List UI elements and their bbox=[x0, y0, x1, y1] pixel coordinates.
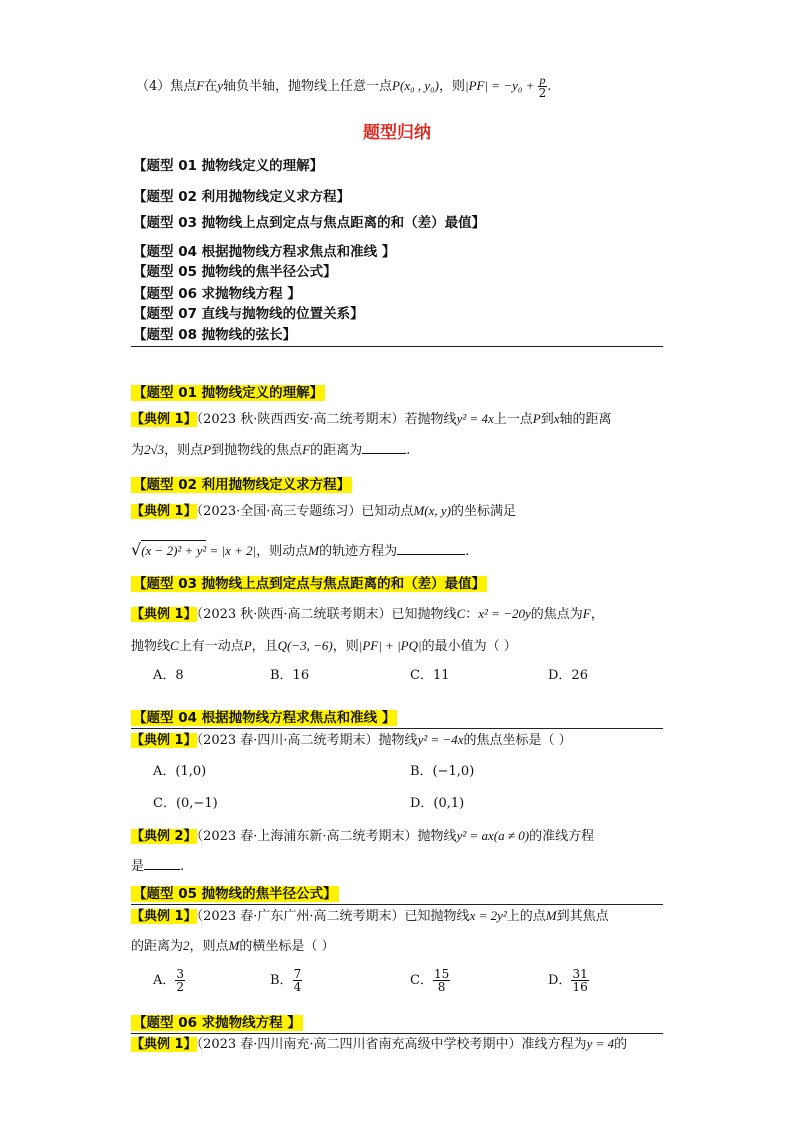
toc-divider bbox=[131, 346, 663, 347]
toc-item-1: 【题型 01 抛物线定义的理解】 bbox=[133, 158, 324, 174]
var: C bbox=[456, 606, 466, 621]
value: 2√3 bbox=[144, 442, 165, 457]
s5-line2 bbox=[131, 937, 335, 956]
option-fraction bbox=[433, 968, 450, 993]
option-fraction bbox=[175, 968, 185, 993]
var: x bbox=[553, 411, 560, 426]
intro-point: (x₀ , y₀) bbox=[400, 78, 439, 93]
section-03-heading bbox=[131, 575, 487, 594]
text: （2023 春·四川南充·高二四川省南充高级中学校考期中）准线方程为 bbox=[196, 1037, 587, 1052]
option-d[interactable]: D．26 bbox=[548, 668, 588, 683]
s1-line2 bbox=[131, 441, 410, 460]
section-heading: 【题型 02 利用抛物线定义求方程】 bbox=[133, 477, 351, 493]
text: 的焦点为 bbox=[530, 607, 583, 622]
text: 到抛物线的焦点 bbox=[211, 443, 303, 458]
expression: |PF| + |PQ| bbox=[358, 638, 422, 653]
option-label: B． bbox=[270, 973, 293, 988]
option-a[interactable]: A．(1,0) bbox=[153, 764, 207, 779]
section-heading: 【题型 03 抛物线上点到定点与焦点距离的和（差）最值】 bbox=[133, 576, 486, 592]
s2-line2 bbox=[131, 540, 469, 561]
text: （2023 秋·陕西·高二统联考期末）已知抛物线 bbox=[196, 607, 457, 622]
equation: y² = −4x bbox=[417, 732, 464, 747]
intro-text: ，则 bbox=[439, 79, 466, 94]
fraction-denominator: 4 bbox=[293, 980, 302, 994]
option-d[interactable]: D．(0,1) bbox=[410, 796, 465, 811]
var: M bbox=[228, 938, 240, 953]
answer-blank[interactable] bbox=[144, 857, 180, 870]
text: 的距离为 bbox=[131, 939, 184, 954]
text: 抛物线 bbox=[131, 639, 171, 654]
s4-ex1-line bbox=[131, 731, 572, 750]
text: 的坐标满足 bbox=[450, 504, 516, 519]
equation: y² = 4x bbox=[456, 411, 494, 426]
text: （2023 秋·陕西西安·高二统考期末）若抛物线 bbox=[196, 412, 457, 427]
sqrt-body: (x − 2)² + y² bbox=[141, 540, 206, 560]
fraction-numerator: 3 bbox=[176, 967, 185, 981]
intro-fraction bbox=[538, 74, 548, 99]
intro-var-p: P bbox=[392, 78, 400, 93]
fraction-numerator: p bbox=[539, 73, 546, 87]
toc-item-7: 【题型 07 直线与抛物线的位置关系】 bbox=[133, 306, 364, 322]
section-05-heading bbox=[131, 885, 339, 904]
text: ，则 bbox=[332, 639, 359, 654]
section-heading: 【题型 06 求抛物线方程 】 bbox=[133, 1015, 301, 1031]
text: ， bbox=[590, 607, 604, 622]
s4-ex2-line1 bbox=[131, 827, 594, 846]
section-01-heading bbox=[131, 384, 325, 403]
fraction-numerator: 15 bbox=[433, 967, 450, 981]
example-tag: 【典例 1】 bbox=[131, 909, 197, 924]
section-title: 题型归纳 bbox=[363, 123, 431, 143]
s4-ex2-line2 bbox=[131, 857, 184, 876]
intro-var-y: y bbox=[217, 78, 224, 93]
toc-item-6: 【题型 06 求抛物线方程 】 bbox=[133, 286, 301, 302]
text: 是 bbox=[131, 859, 145, 874]
option-c[interactable]: C．(0,−1) bbox=[153, 796, 218, 811]
var: M bbox=[308, 543, 320, 558]
text: （2023 春·广东广州·高二统考期末）已知抛物线 bbox=[196, 909, 470, 924]
text: （2023·全国·高三专题练习）已知动点 bbox=[196, 504, 414, 519]
text: ，且 bbox=[251, 639, 278, 654]
point: Q(−3, −6) bbox=[277, 638, 333, 653]
option-b[interactable]: B．16 bbox=[270, 668, 310, 683]
s5-line1 bbox=[131, 907, 609, 926]
fraction-numerator: 31 bbox=[572, 967, 588, 981]
text: . bbox=[465, 544, 470, 559]
section-06-divider bbox=[131, 1033, 663, 1034]
text: 到 bbox=[540, 412, 554, 427]
intro-text: （4）焦点 bbox=[136, 79, 197, 94]
text: 的最小值为（ ） bbox=[421, 639, 517, 654]
text: 上有一动点 bbox=[178, 639, 244, 654]
sqrt-sign: √ bbox=[131, 540, 142, 559]
intro-line bbox=[136, 74, 551, 99]
intro-pf: |PF| bbox=[465, 78, 489, 93]
text: 的轨迹方程为 bbox=[319, 544, 398, 559]
equation: y² = ax(a ≠ 0) bbox=[456, 828, 530, 843]
text: ，则点 bbox=[164, 443, 204, 458]
text: 的焦点坐标是（ ） bbox=[463, 733, 572, 748]
text: 上一点 bbox=[493, 412, 533, 427]
var: P bbox=[532, 411, 541, 426]
toc-item-4: 【题型 04 根据抛物线方程求焦点和准线 】 bbox=[133, 244, 396, 260]
equation: y = 4 bbox=[586, 1036, 615, 1051]
example-tag: 【典例 1】 bbox=[131, 412, 197, 427]
var: P bbox=[243, 638, 252, 653]
s1-line1 bbox=[131, 410, 612, 429]
intro-text: 轴负半轴，抛物线上任意一点 bbox=[223, 79, 393, 94]
equation: x² = −20y bbox=[478, 606, 531, 621]
fraction-denominator: 2 bbox=[176, 980, 185, 994]
intro-text: 在 bbox=[204, 79, 218, 94]
text: 为 bbox=[131, 443, 145, 458]
section-06-heading bbox=[131, 1014, 303, 1033]
answer-blank[interactable] bbox=[362, 441, 406, 454]
option-fraction bbox=[571, 968, 588, 993]
option-b[interactable] bbox=[270, 968, 302, 993]
var: M bbox=[545, 908, 557, 923]
text: 到其焦点 bbox=[556, 909, 609, 924]
text: . bbox=[406, 443, 411, 458]
option-label: A． bbox=[153, 973, 176, 988]
var: C bbox=[170, 638, 179, 653]
fraction-denominator: 16 bbox=[572, 980, 588, 994]
text: 轴的距离 bbox=[559, 412, 612, 427]
example-tag: 【典例 2】 bbox=[131, 829, 197, 844]
section-heading: 【题型 01 抛物线定义的理解】 bbox=[133, 385, 324, 401]
s3-line2 bbox=[131, 637, 517, 656]
toc-item-8: 【题型 08 抛物线的弦长】 bbox=[133, 327, 297, 343]
s6-line1 bbox=[131, 1035, 627, 1054]
section-heading: 【题型 04 根据抛物线方程求焦点和准线 】 bbox=[133, 710, 396, 726]
section-04-heading bbox=[131, 709, 397, 728]
var: F bbox=[582, 606, 591, 621]
intro-period: . bbox=[547, 79, 552, 94]
var: P bbox=[203, 442, 212, 457]
point: M(x, y) bbox=[413, 503, 451, 518]
option-b[interactable]: B．(−1,0) bbox=[410, 764, 475, 779]
s2-line1 bbox=[131, 502, 516, 521]
section-02-heading bbox=[131, 476, 352, 495]
section-heading: 【题型 05 抛物线的焦半径公式】 bbox=[133, 886, 337, 902]
option-a[interactable] bbox=[153, 968, 185, 993]
option-d[interactable] bbox=[548, 968, 589, 993]
fraction-denominator: 8 bbox=[437, 980, 446, 994]
fraction-numerator: 7 bbox=[293, 967, 302, 981]
equation: = |x + 2| bbox=[206, 543, 257, 558]
example-tag: 【典例 1】 bbox=[131, 607, 197, 622]
s3-line1 bbox=[131, 605, 604, 624]
toc-item-2: 【题型 02 利用抛物线定义求方程】 bbox=[133, 189, 351, 205]
intro-eq: = −y₀ + bbox=[488, 78, 538, 93]
option-c[interactable]: C．11 bbox=[410, 668, 450, 683]
option-label: C． bbox=[410, 973, 433, 988]
example-tag: 【典例 1】 bbox=[131, 733, 197, 748]
text: ： bbox=[465, 607, 479, 622]
example-tag: 【典例 1】 bbox=[131, 1037, 197, 1052]
text: （2023 春·四川·高二统考期末）抛物线 bbox=[196, 733, 418, 748]
equation: x = 2y² bbox=[469, 908, 507, 923]
option-label: D． bbox=[548, 973, 572, 988]
option-a[interactable]: A．8 bbox=[153, 668, 184, 683]
option-fraction bbox=[293, 968, 303, 993]
fraction-denominator: 2 bbox=[538, 86, 547, 100]
section-04-divider bbox=[131, 728, 663, 729]
text: . bbox=[180, 859, 185, 874]
text: （2023 春·上海浦东新·高二统考期末）抛物线 bbox=[196, 829, 457, 844]
text: ，则动点 bbox=[256, 544, 309, 559]
value: 2 bbox=[183, 938, 190, 953]
text: 的 bbox=[614, 1037, 628, 1052]
text: ，则点 bbox=[189, 939, 229, 954]
example-tag: 【典例 1】 bbox=[131, 504, 197, 519]
text: 的准线方程 bbox=[529, 829, 595, 844]
text: 上的点 bbox=[506, 909, 546, 924]
text: 的横坐标是（ ） bbox=[239, 939, 335, 954]
option-c[interactable] bbox=[410, 968, 450, 993]
section-05-divider bbox=[131, 904, 663, 905]
var: F bbox=[302, 442, 311, 457]
intro-var-f: F bbox=[196, 78, 205, 93]
toc-item-5: 【题型 05 抛物线的焦半径公式】 bbox=[133, 264, 337, 280]
text: 的距离为 bbox=[310, 443, 363, 458]
toc-item-3: 【题型 03 抛物线上点到定点与焦点距离的和（差）最值】 bbox=[133, 215, 486, 231]
answer-blank[interactable] bbox=[397, 542, 465, 555]
